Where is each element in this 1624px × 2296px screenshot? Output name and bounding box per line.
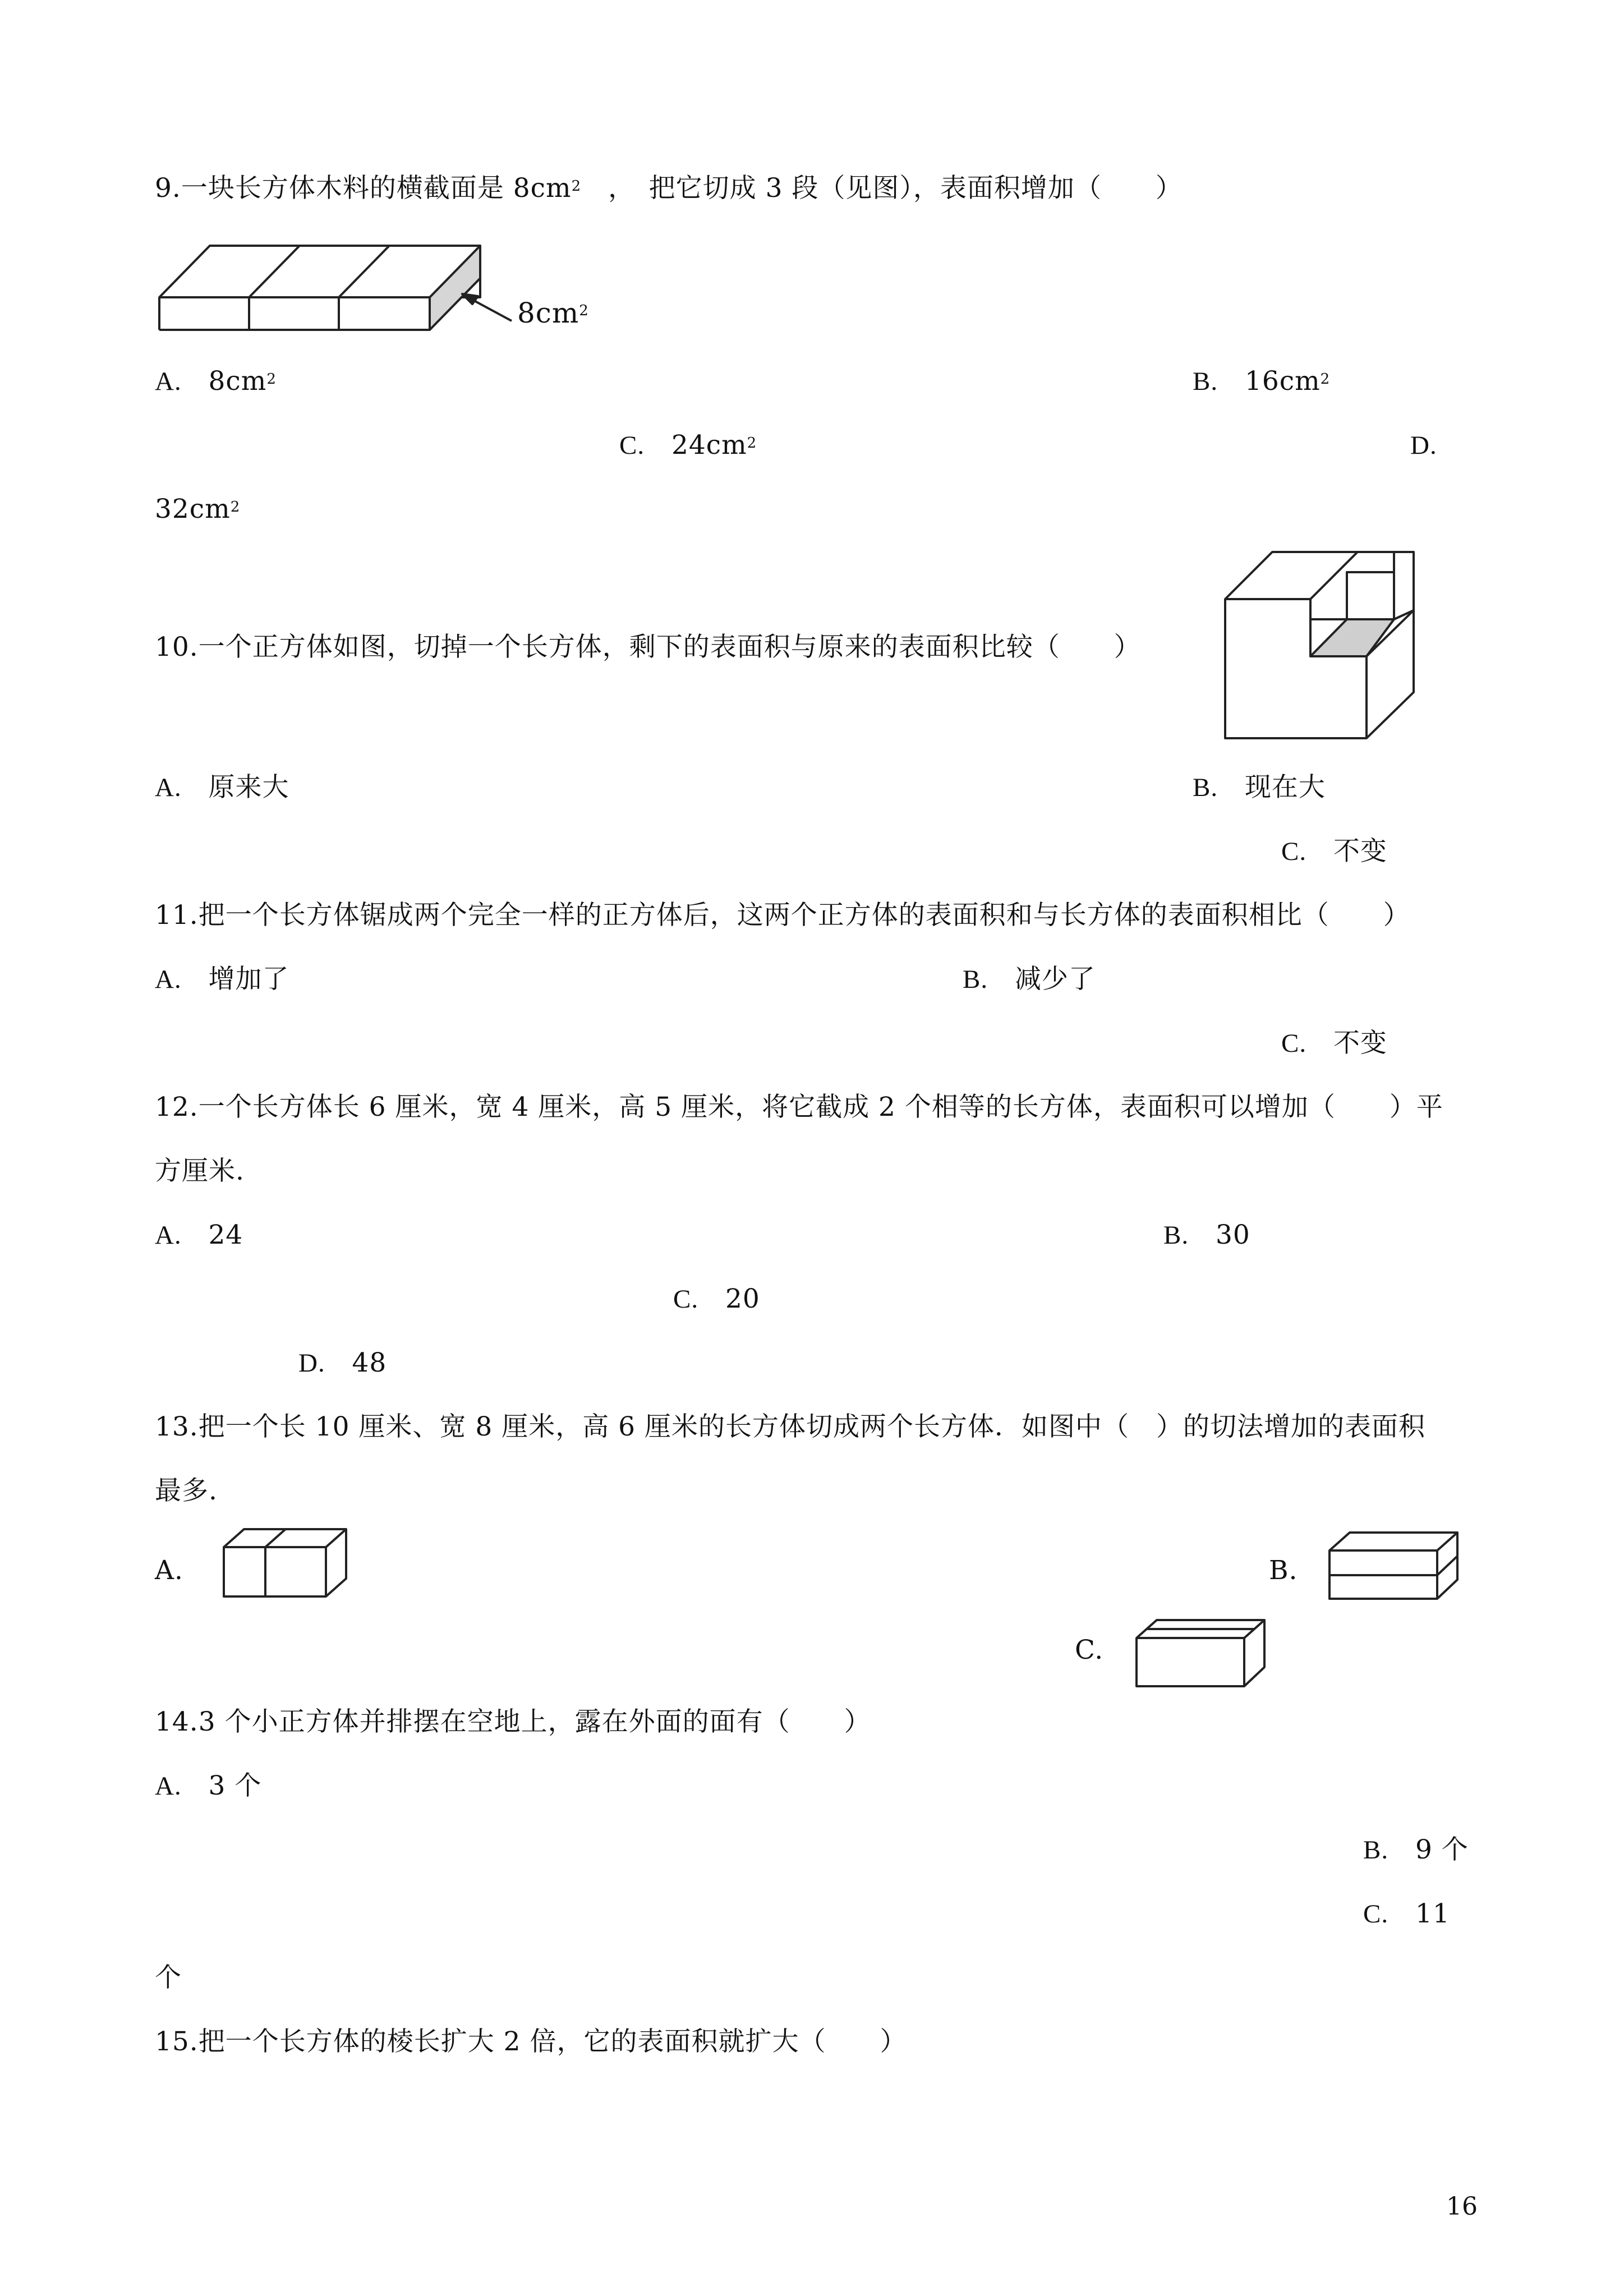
q9-option-c[interactable]: C. $24cm^2$ <box>619 430 757 461</box>
q14-option-b[interactable]: B. 9 个 <box>1363 1834 1469 1865</box>
q11-option-c[interactable]: C. 不变 <box>1281 1028 1387 1059</box>
q14-option-c-wrap[interactable]: 个 <box>155 1962 182 1993</box>
q13-option-c-letter[interactable]: C. <box>1075 1635 1104 1665</box>
q9-option-a[interactable]: A. $8cm^2$ <box>155 366 277 397</box>
q10-option-c[interactable]: C. 不变 <box>1281 836 1387 867</box>
q12-stem-line1: 12.一个长方体长 6 厘米，宽 4 厘米，高 5 厘米，将它截成 2 个相等的长方体，表面积可以增加（ ）平 <box>155 1092 1443 1122</box>
q10-cube-figure <box>1223 550 1419 752</box>
q14-stem: 14.3 个小正方体并排摆在空地上，露在外面的面有（ ） <box>155 1706 871 1737</box>
q14-option-c[interactable]: C. 11 <box>1363 1898 1450 1929</box>
q9-option-d-letter[interactable]: D. <box>1410 431 1437 460</box>
page-number: 16 <box>1446 2192 1478 2221</box>
q9-option-d-text[interactable]: $32cm^2$ <box>155 494 241 524</box>
q13-option-b-figure[interactable] <box>1327 1530 1462 1603</box>
q12-stem-line2: 方厘米. <box>155 1156 245 1186</box>
q9-stem: 9.一块长方体木料的横截面是 $8cm^2$ ， 把它切成 3 段（见图），表面积增加（ ） <box>155 173 1183 204</box>
q13-stem-line2: 最多. <box>155 1475 218 1506</box>
q10-stem: 10.一个正方体如图，切掉一个长方体，剩下的表面积与原来的表面积比较（ ） <box>155 632 1141 662</box>
q11-option-a[interactable]: A. 增加了 <box>155 964 289 995</box>
q12-option-b[interactable]: B. 30 <box>1163 1220 1250 1250</box>
q13-option-a-figure[interactable] <box>222 1527 351 1600</box>
q15-stem: 15.把一个长方体的棱长扩大 2 倍，它的表面积就扩大（ ） <box>155 2026 907 2057</box>
q12-option-d[interactable]: D. 48 <box>298 1347 387 1378</box>
q9-figure-label: $8cm^2$ <box>517 297 589 329</box>
q9-option-b[interactable]: B. $16cm^2$ <box>1193 366 1331 397</box>
q12-option-a[interactable]: A. 24 <box>155 1220 243 1250</box>
q11-option-b[interactable]: B. 减少了 <box>963 964 1096 995</box>
q13-option-c-figure[interactable] <box>1134 1618 1269 1691</box>
q13-option-b-letter[interactable]: B. <box>1269 1555 1298 1586</box>
q13-option-a-letter[interactable]: A. <box>155 1555 183 1586</box>
q13-stem-line1: 13.把一个长 10 厘米、宽 8 厘米，高 6 厘米的长方体切成两个长方体．如图中（ ）的切法增加的表面积 <box>155 1411 1425 1442</box>
q14-option-a[interactable]: A. 3 个 <box>155 1770 262 1801</box>
q12-option-c[interactable]: C. 20 <box>673 1283 760 1314</box>
q10-option-b[interactable]: B. 现在大 <box>1193 772 1326 803</box>
q9-cut-block-figure <box>155 236 581 348</box>
q10-option-a[interactable]: A. 原来大 <box>155 772 289 803</box>
q11-stem: 11.把一个长方体锯成两个完全一样的正方体后，这两个正方体的表面积和与长方体的表面积相比（ ） <box>155 900 1410 931</box>
